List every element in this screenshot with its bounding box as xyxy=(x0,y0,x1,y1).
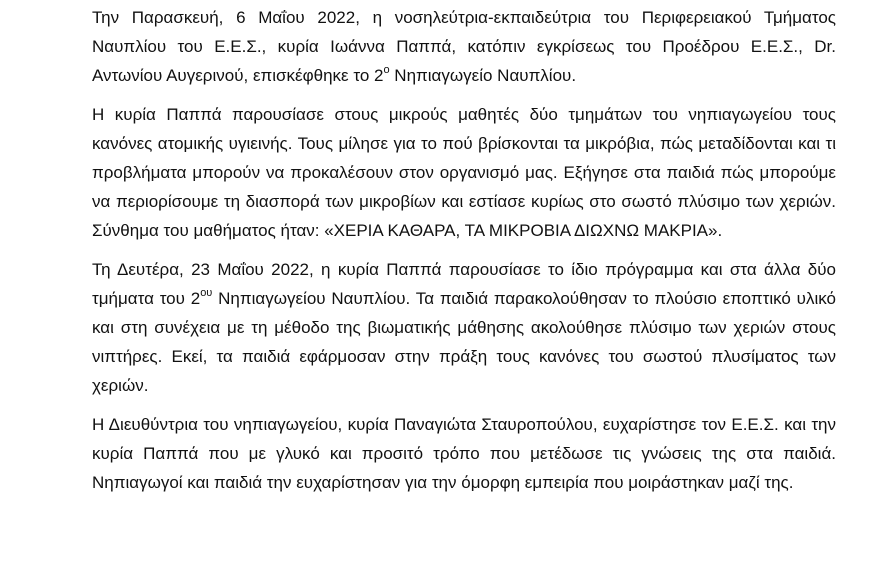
paragraph-1-text-end: Νηπιαγωγείο Ναυπλίου. xyxy=(389,66,577,85)
paragraph-1-text: Την Παρασκευή, 6 Μαΐου 2022, η νοσηλεύτρια-εκπαιδεύτρια του Περιφερειακού Τμήματος Ναυπλίου του Ε.Ε.Σ., κυρία Ιωάννα Παππά, κατόπιν εγκρίσεως του Προέδρου Ε.Ε.Σ., Dr. Αντωνίου Αυγερινού, επισκέφθηκε το 2 xyxy=(92,8,836,85)
paragraph-visit-announcement xyxy=(92,3,836,90)
paragraph-hygiene-presentation: Η κυρία Παππά παρουσίασε στους μικρούς μαθητές δύο τμημάτων του νηπιαγωγείου τους κανόνες ατομικής υγιεινής. Τους μίλησε για το πού βρίσκονται τα μικρόβια, πώς μεταδίδονται και τι προβλήματα μπορούν να προκαλέσουν στον οργανισμό μας. Εξήγησε στα παιδιά πώς μπορούμε να περιορίσουμε τη διασπορά των μικροβίων και εστίασε κυρίως στο σωστό πλύσιμο των χεριών. Σύνθημα του μαθήματος ήταν: «ΧΕΡΙΑ ΚΑΘΑΡΑ, ΤΑ ΜΙΚΡΟΒΙΑ ΔΙΩΧΝΩ ΜΑΚΡΙΑ». xyxy=(92,105,836,240)
paragraph-3-text-end: Νηπιαγωγείου Ναυπλίου. Τα παιδιά παρακολούθησαν το πλούσιο εποπτικό υλικό και στη συνέχεια με τη μέθοδο της βιωματικής μάθησης ακολούθησε πλύσιμο των χεριών στους νιπτήρες. Εκεί, τα παιδιά εφάρμοσαν στην πράξη τους κανόνες του σωστού πλυσίματος των χεριών. xyxy=(92,289,836,395)
document-body xyxy=(92,3,836,507)
ordinal-superscript: ο xyxy=(383,64,390,77)
ordinal-superscript: ου xyxy=(200,287,213,300)
paragraph-3-text: Τη Δευτέρα, 23 Μαΐου 2022, η κυρία Παππά παρουσίασε το ίδιο πρόγραμμα και στα άλλα δύο τμήματα του 2 xyxy=(92,260,836,308)
paragraph-thanks: Η Διευθύντρια του νηπιαγωγείου, κυρία Παναγιώτα Σταυροπούλου, ευχαρίστησε τον Ε.Ε.Σ. και την κυρία Παππά που με γλυκό και προσιτό τρόπο που μετέδωσε τις γνώσεις της στα παιδιά. Νηπιαγωγοί και παιδιά την ευχαρίστησαν για την όμορφη εμπειρία που μοιράστηκαν μαζί της. xyxy=(92,415,836,492)
paragraph-second-session xyxy=(92,255,836,400)
